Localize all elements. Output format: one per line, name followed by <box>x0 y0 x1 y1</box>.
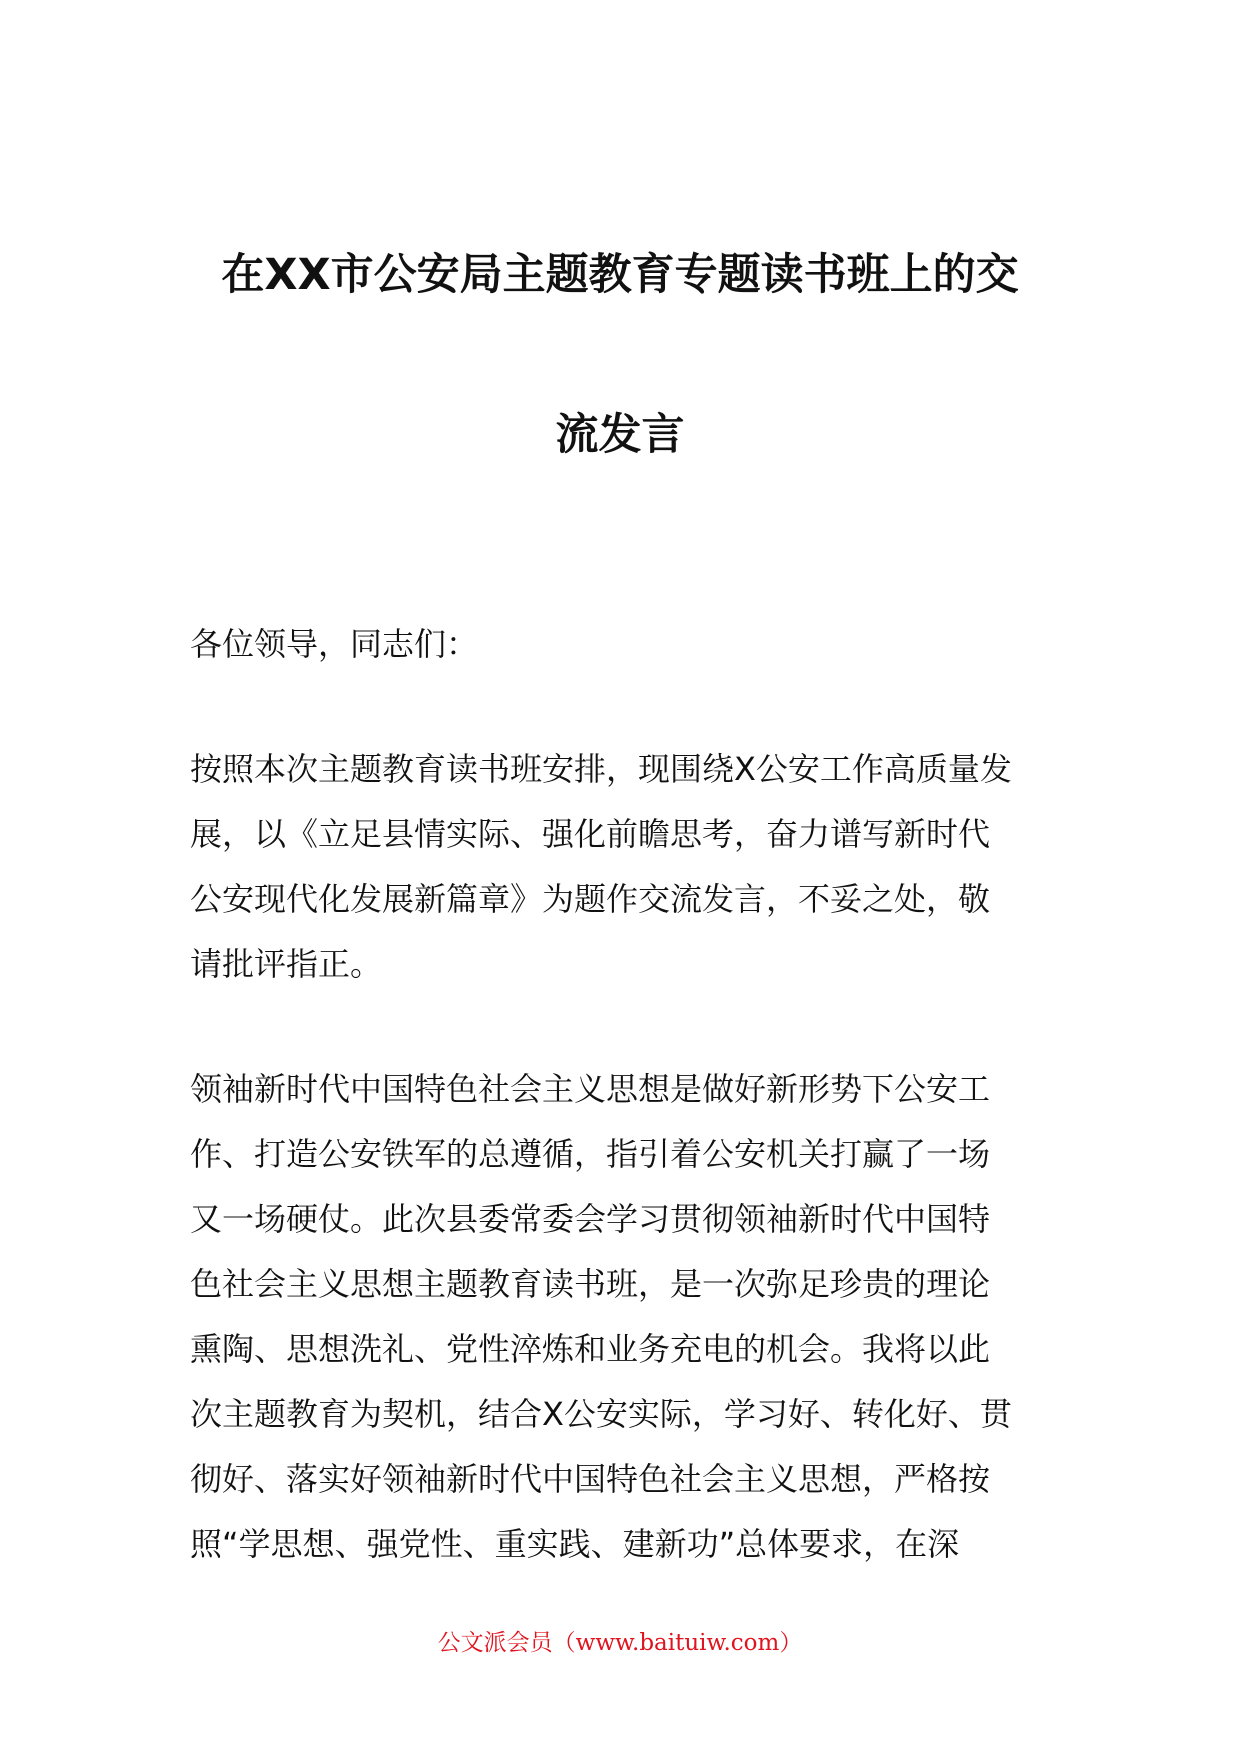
paragraph-line: 色社会主义思想主题教育读书班，是一次弥足珍贵的理论 <box>190 1265 991 1303</box>
paragraph-line: 熏陶、思想洗礼、党性淬炼和业务充电的机会。我将以此 <box>190 1330 991 1368</box>
paragraph-line: 公安现代化发展新篇章》为题作交流发言，不妥之处，敬 <box>190 880 991 918</box>
salutation <box>190 612 1052 677</box>
document-title <box>190 195 1050 515</box>
footer-watermark: 公文派会员（www.baituiw.com） <box>437 1630 803 1656</box>
title-line: 在XX市公安局主题教育专题读书班上的交 <box>221 250 1019 300</box>
paragraph-line: 又一场硬仗。此次县委常委会学习贯彻领袖新时代中国特 <box>190 1200 991 1238</box>
paragraph-main <box>190 1057 1052 1577</box>
paragraph-line: 领袖新时代中国特色社会主义思想是做好新形势下公安工 <box>190 1070 991 1108</box>
paragraph-intro <box>190 737 1052 997</box>
paragraph-line: 按照本次主题教育读书班安排，现围绕X公安工作高质量发 <box>190 750 1012 788</box>
paragraph-line: 请批评指正。 <box>190 945 383 983</box>
salutation-text: 各位领导，同志们： <box>190 625 479 663</box>
title-line: 流发言 <box>555 410 685 460</box>
paragraph-line: 照“学思想、强党性、重实践、建新功”总体要求，在深 <box>190 1525 960 1563</box>
paragraph-line: 展，以《立足县情实际、强化前瞻思考，奋力谱写新时代 <box>190 815 991 853</box>
paragraph-line: 彻好、落实好领袖新时代中国特色社会主义思想，严格按 <box>190 1460 991 1498</box>
paragraph-line: 次主题教育为契机，结合X公安实际，学习好、转化好、贯 <box>190 1395 1012 1433</box>
paragraph-line: 作、打造公安铁军的总遵循，指引着公安机关打赢了一场 <box>190 1135 991 1173</box>
